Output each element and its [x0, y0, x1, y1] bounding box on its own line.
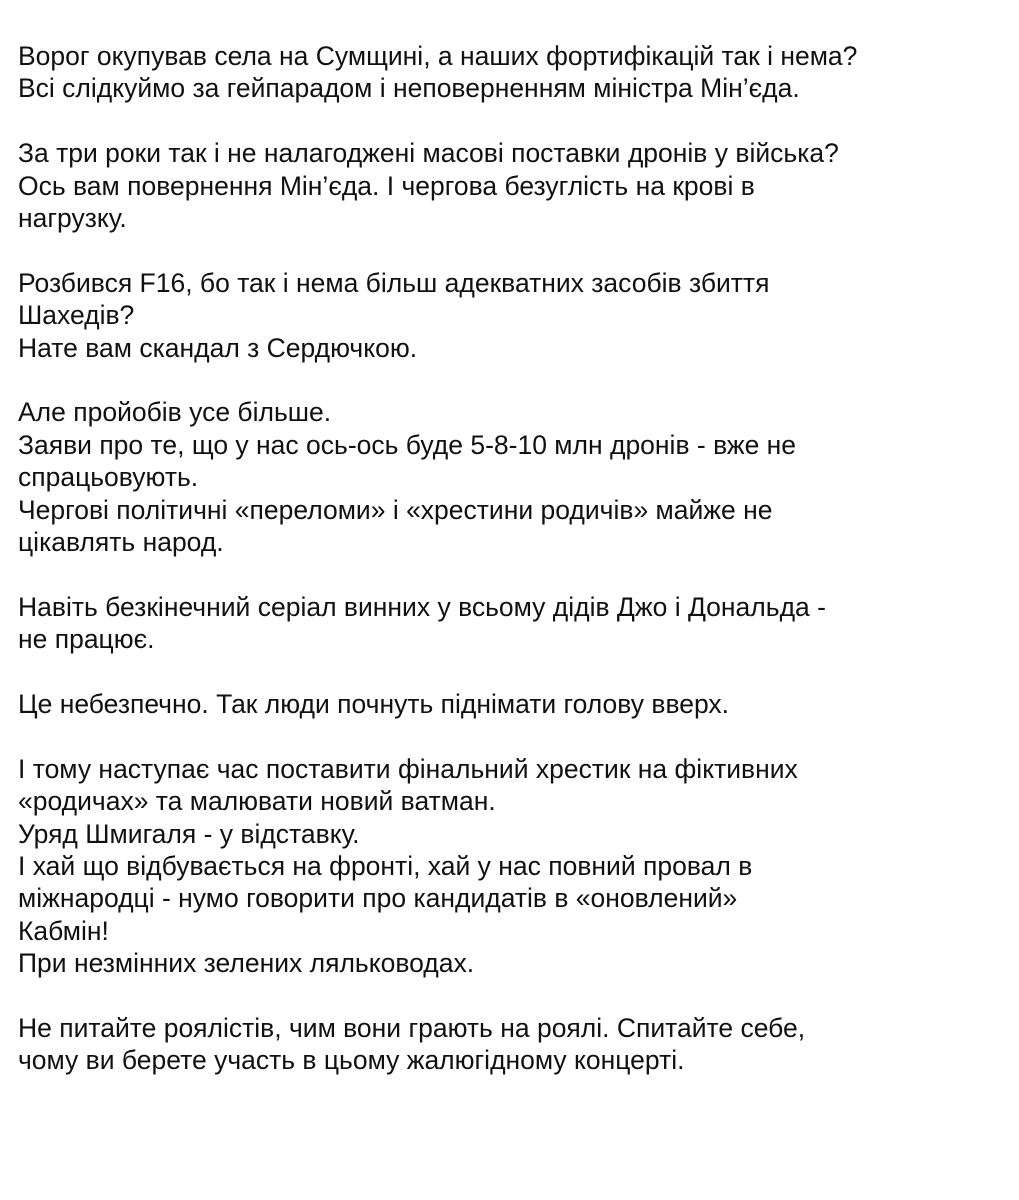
text-line: «родичах» та малювати новий ватман. — [18, 786, 496, 817]
text-line: не працює. — [18, 624, 155, 655]
text-line: Це небезпечно. Так люди почнуть піднімати голову вверх. — [18, 689, 730, 720]
text-line: Кабмін! — [18, 915, 109, 946]
text-line: нагрузку. — [18, 203, 127, 234]
text-line: Чергові політичні «переломи» і «хрестини родичів» майже не — [18, 494, 773, 525]
paragraph — [18, 396, 1008, 558]
text-line: За три роки так і не налагоджені масові поставки дронів у війська? — [18, 138, 839, 169]
text-line: Розбився F16, бо так і нема більш адекватних засобів збиття — [18, 267, 770, 298]
text-line: Уряд Шмигаля - у відставку. — [18, 818, 360, 849]
text-line: Не питайте роялістів, чим вони грають на роялі. Спитайте себе, — [18, 1013, 806, 1044]
text-line: Нате вам скандал з Сердючкою. — [18, 332, 418, 363]
text-line: Але пройобів усе більше. — [18, 397, 332, 428]
text-line: Ворог окупував села на Сумщині, а наших фортифікацій так і нема? — [18, 41, 858, 71]
text-line: При незмінних зелених ляльководах. — [18, 948, 475, 979]
text-line: Навіть безкінечний серіал винних у всьому дідів Джо і Дональда - — [18, 591, 826, 622]
paragraph — [18, 1012, 1008, 1077]
paragraph — [18, 753, 1008, 980]
paragraph — [18, 40, 1008, 105]
text-line: І хай що відбувається на фронті, хай у нас повний провал в — [18, 851, 753, 882]
post-body — [18, 40, 1008, 1109]
text-line: цікавлять народ. — [18, 527, 224, 558]
paragraph — [18, 591, 1008, 656]
text-line: І тому наступає час поставити фінальний хрестик на фіктивних — [18, 753, 798, 784]
text-line: чому ви берете участь в цьому жалюгідному концерті. — [18, 1045, 685, 1076]
text-line: Ось вам повернення Мін’єда. І чергова безуглість на крові в — [18, 170, 755, 201]
paragraph — [18, 137, 1008, 234]
text-line: Шахедів? — [18, 300, 135, 331]
text-line: спрацьовують. — [18, 462, 199, 493]
text-line: міжнародці - нумо говорити про кандидатів в «оновлений» — [18, 883, 738, 914]
text-line: Всі слідкуймо за гейпарадом і неповерненням міністра Мін’єда. — [18, 73, 800, 104]
paragraph — [18, 267, 1008, 364]
paragraph — [18, 688, 1008, 720]
text-line: Заяви про те, що у нас ось-ось буде 5-8-10 млн дронів - вже не — [18, 429, 797, 460]
